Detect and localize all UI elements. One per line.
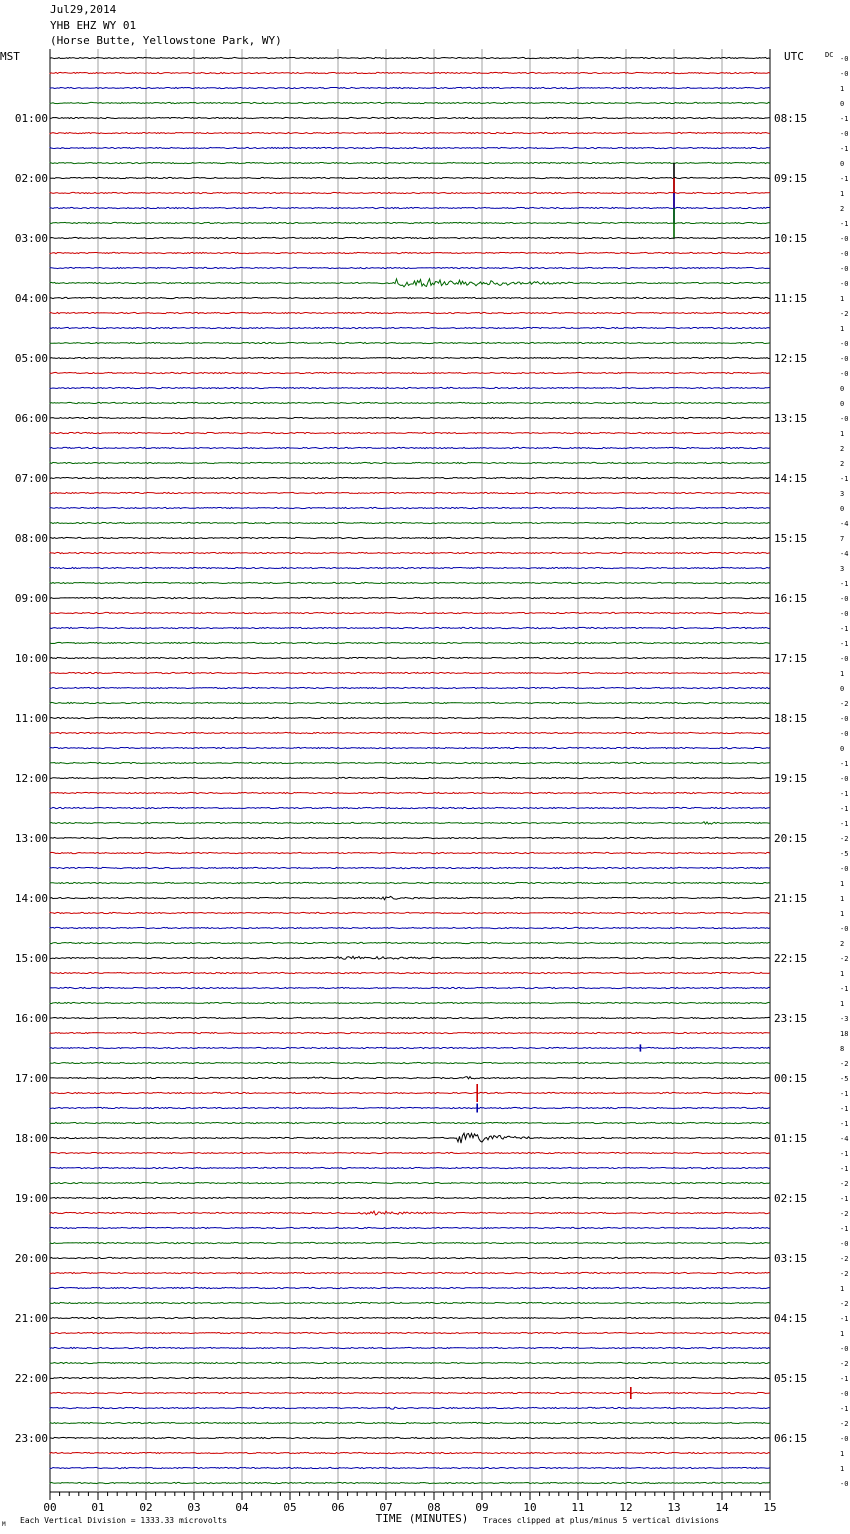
mst-hour-label: 20:00 bbox=[14, 1252, 48, 1265]
seismic-trace bbox=[50, 567, 770, 568]
x-tick-label: 14 bbox=[715, 1501, 729, 1514]
utc-hour-label: 01:15 bbox=[774, 1132, 808, 1145]
dc-offset-label: -2 bbox=[840, 835, 849, 843]
dc-offset-label: -1 bbox=[840, 1120, 849, 1128]
station-id: YHB EHZ WY 01 bbox=[50, 19, 137, 32]
x-tick-label: 02 bbox=[139, 1501, 153, 1514]
mst-axis-label: MST bbox=[0, 50, 20, 63]
dc-offset-label: -0 bbox=[840, 925, 849, 933]
seismic-trace bbox=[50, 1133, 770, 1143]
seismic-trace bbox=[50, 177, 770, 178]
mst-hour-label: 22:00 bbox=[14, 1372, 48, 1385]
seismic-trace bbox=[50, 417, 770, 418]
seismic-trace bbox=[50, 1092, 770, 1093]
dc-offset-label: -2 bbox=[840, 955, 849, 963]
dc-offset-label: -0 bbox=[840, 610, 849, 618]
seismic-trace bbox=[50, 956, 770, 959]
seismic-trace bbox=[50, 132, 770, 133]
dc-offset-label: -0 bbox=[840, 415, 849, 423]
dc-offset-label: 1 bbox=[840, 325, 845, 333]
seismic-trace bbox=[50, 1467, 770, 1468]
x-tick-label: 05 bbox=[283, 1501, 297, 1514]
dc-offset-label: 1 bbox=[840, 880, 845, 888]
seismic-trace bbox=[50, 207, 770, 208]
utc-hour-label: 14:15 bbox=[774, 472, 808, 485]
seismic-trace bbox=[50, 279, 770, 287]
seismic-trace bbox=[50, 522, 770, 523]
seismic-trace bbox=[50, 1317, 770, 1318]
dc-offset-label: -1 bbox=[840, 640, 849, 648]
seismic-trace bbox=[50, 972, 770, 973]
dc-offset-label: 1 bbox=[840, 1450, 845, 1458]
seismic-trace bbox=[50, 477, 770, 478]
utc-hour-label: 17:15 bbox=[774, 652, 808, 665]
seismic-trace bbox=[50, 1242, 770, 1243]
utc-hour-label: 08:15 bbox=[774, 112, 808, 125]
utc-hour-label: 23:15 bbox=[774, 1012, 808, 1025]
seismic-trace bbox=[50, 237, 770, 238]
dc-offset-label: -1 bbox=[840, 760, 849, 768]
seismic-trace bbox=[50, 87, 770, 88]
seismic-trace bbox=[50, 1452, 770, 1453]
dc-offset-label: 1 bbox=[840, 295, 845, 303]
dc-offset-label: 18 bbox=[840, 1030, 849, 1038]
utc-hour-label: 16:15 bbox=[774, 592, 808, 605]
seismic-trace bbox=[50, 267, 770, 268]
dc-offset-label: -0 bbox=[840, 730, 849, 738]
seismic-trace bbox=[50, 1002, 770, 1003]
scale-note: Each Vertical Division = 1333.33 microvolts bbox=[20, 1516, 228, 1525]
dc-offset-label: 1 bbox=[840, 895, 845, 903]
dc-offset-label: -0 bbox=[840, 1390, 849, 1398]
dc-offset-label: 0 bbox=[840, 385, 845, 393]
dc-offset-label: -1 bbox=[840, 1090, 849, 1098]
dc-offset-label: -0 bbox=[840, 1345, 849, 1353]
seismic-trace bbox=[50, 777, 770, 778]
seismic-trace bbox=[50, 1182, 770, 1183]
seismic-trace bbox=[50, 1332, 770, 1333]
x-tick-label: 08 bbox=[427, 1501, 441, 1514]
dc-offset-label: -1 bbox=[840, 580, 849, 588]
seismic-trace bbox=[50, 1437, 770, 1438]
dc-offset-label: -0 bbox=[840, 595, 849, 603]
dc-offset-label: -0 bbox=[840, 340, 849, 348]
x-tick-label: 09 bbox=[475, 1501, 489, 1514]
dc-offset-label: -0 bbox=[840, 250, 849, 258]
dc-offset-label: -2 bbox=[840, 310, 849, 318]
dc-offset-label: 1 bbox=[840, 670, 845, 678]
dc-offset-label: -1 bbox=[840, 1165, 849, 1173]
dc-offset-label: -0 bbox=[840, 235, 849, 243]
utc-hour-label: 18:15 bbox=[774, 712, 808, 725]
seismic-trace bbox=[50, 612, 770, 613]
dc-offset-label: -4 bbox=[840, 520, 849, 528]
utc-hour-label: 15:15 bbox=[774, 532, 808, 545]
mst-hour-label: 08:00 bbox=[14, 532, 48, 545]
seismic-trace bbox=[50, 942, 770, 943]
seismic-trace bbox=[50, 672, 770, 673]
seismic-trace bbox=[50, 1017, 770, 1018]
dc-offset-label: -0 bbox=[840, 130, 849, 138]
dc-offset-label: 2 bbox=[840, 205, 845, 213]
dc-offset-label: -4 bbox=[840, 1135, 849, 1143]
dc-offset-label: -0 bbox=[840, 55, 849, 63]
seismic-trace bbox=[50, 1047, 770, 1048]
mst-hour-label: 16:00 bbox=[14, 1012, 48, 1025]
dc-offset-label: 1 bbox=[840, 190, 845, 198]
seismic-trace bbox=[50, 1347, 770, 1348]
dc-offset-label: -1 bbox=[840, 790, 849, 798]
seismic-trace bbox=[50, 327, 770, 328]
dc-offset-label: -0 bbox=[840, 265, 849, 273]
dc-offset-label: -1 bbox=[840, 985, 849, 993]
seismic-trace bbox=[50, 732, 770, 733]
x-tick-label: 04 bbox=[235, 1501, 249, 1514]
seismic-trace bbox=[50, 372, 770, 373]
seismic-trace bbox=[50, 717, 770, 718]
dc-offset-label: -0 bbox=[840, 775, 849, 783]
dc-offset-label: -1 bbox=[840, 820, 849, 828]
dc-offset-label: -0 bbox=[840, 370, 849, 378]
x-tick-label: 03 bbox=[187, 1501, 201, 1514]
dc-offset-label: 0 bbox=[840, 685, 845, 693]
x-tick-label: 13 bbox=[667, 1501, 681, 1514]
seismic-trace bbox=[50, 1062, 770, 1063]
seismic-trace bbox=[50, 387, 770, 388]
dc-offset-label: -0 bbox=[840, 70, 849, 78]
station-location: (Horse Butte, Yellowstone Park, WY) bbox=[50, 34, 282, 47]
x-tick-label: 01 bbox=[91, 1501, 105, 1514]
mst-hour-label: 17:00 bbox=[14, 1072, 48, 1085]
dc-offset-label: 1 bbox=[840, 970, 845, 978]
seismic-trace bbox=[50, 762, 770, 763]
seismic-trace bbox=[50, 1227, 770, 1228]
seismic-trace bbox=[50, 312, 770, 313]
seismic-trace bbox=[50, 642, 770, 643]
x-tick-label: 00 bbox=[43, 1501, 57, 1514]
dc-offset-label: -1 bbox=[840, 1225, 849, 1233]
dc-offset-label: 1 bbox=[840, 1285, 845, 1293]
mst-hour-label: 23:00 bbox=[14, 1432, 48, 1445]
dc-offset-label: 7 bbox=[840, 535, 845, 543]
dc-offset-label: -5 bbox=[840, 850, 849, 858]
trace-rows bbox=[50, 57, 770, 1483]
seismic-trace bbox=[50, 597, 770, 598]
seismic-trace bbox=[50, 507, 770, 508]
dc-offset-label: 3 bbox=[840, 490, 845, 498]
dc-offset-label: 1 bbox=[840, 85, 845, 93]
utc-hour-label: 19:15 bbox=[774, 772, 808, 785]
seismic-trace bbox=[50, 747, 770, 748]
seismic-trace bbox=[50, 357, 770, 358]
seismic-trace bbox=[50, 447, 770, 448]
seismic-trace bbox=[50, 687, 770, 688]
dc-offset-label: -2 bbox=[840, 1255, 849, 1263]
mst-hour-label: 15:00 bbox=[14, 952, 48, 965]
mst-hour-label: 06:00 bbox=[14, 412, 48, 425]
mst-hour-label: 14:00 bbox=[14, 892, 48, 905]
corner-mark: M bbox=[2, 1521, 6, 1528]
dc-offset-label: -0 bbox=[840, 355, 849, 363]
seismic-trace bbox=[50, 882, 770, 883]
seismic-trace bbox=[50, 627, 770, 628]
x-tick-label: 06 bbox=[331, 1501, 345, 1514]
dc-offset-label: 2 bbox=[840, 445, 845, 453]
dc-offset-label: -1 bbox=[840, 220, 849, 228]
seismic-trace bbox=[50, 1407, 770, 1409]
dc-offset-label: 8 bbox=[840, 1045, 845, 1053]
seismic-trace bbox=[50, 537, 770, 538]
dc-offset-label: -1 bbox=[840, 115, 849, 123]
chart-date: Jul29,2014 bbox=[50, 3, 117, 16]
dc-offset-label: 0 bbox=[840, 160, 845, 168]
mst-hour-label: 12:00 bbox=[14, 772, 48, 785]
dc-offset-label: -2 bbox=[840, 1060, 849, 1068]
dc-offset-label: -1 bbox=[840, 1375, 849, 1383]
dc-offset-label: -2 bbox=[840, 1300, 849, 1308]
seismic-trace bbox=[50, 1152, 770, 1153]
seismic-trace bbox=[50, 297, 770, 298]
dc-offset-label: -1 bbox=[840, 805, 849, 813]
dc-offset-label: 1 bbox=[840, 430, 845, 438]
seismic-trace bbox=[50, 1032, 770, 1033]
mst-hour-label: 09:00 bbox=[14, 592, 48, 605]
seismic-trace bbox=[50, 1077, 770, 1079]
seismic-trace bbox=[50, 72, 770, 73]
utc-hour-label: 05:15 bbox=[774, 1372, 808, 1385]
clip-note: Traces clipped at plus/minus 5 vertical divisions bbox=[483, 1516, 720, 1525]
seismic-trace bbox=[50, 837, 770, 838]
dc-offset-label: 2 bbox=[840, 460, 845, 468]
seismic-trace bbox=[50, 807, 770, 808]
seismic-trace bbox=[50, 1211, 770, 1215]
dc-offset-label: 1 bbox=[840, 1330, 845, 1338]
utc-hour-label: 03:15 bbox=[774, 1252, 808, 1265]
dc-offset-label: 0 bbox=[840, 505, 845, 513]
dc-offset-label: -2 bbox=[840, 1270, 849, 1278]
seismic-trace bbox=[50, 1362, 770, 1363]
dc-offset-label: -2 bbox=[840, 700, 849, 708]
dc-axis-label: DC bbox=[825, 51, 834, 59]
dc-offset-label: -1 bbox=[840, 145, 849, 153]
utc-hour-label: 21:15 bbox=[774, 892, 808, 905]
dc-offset-label: 1 bbox=[840, 910, 845, 918]
seismic-trace bbox=[50, 1482, 770, 1483]
dc-offset-label: 2 bbox=[840, 940, 845, 948]
hour-labels bbox=[15, 55, 849, 1514]
seismic-trace bbox=[50, 1287, 770, 1288]
mst-hour-label: 10:00 bbox=[14, 652, 48, 665]
seismic-trace bbox=[50, 432, 770, 433]
seismic-trace bbox=[50, 192, 770, 193]
dc-offset-label: -0 bbox=[840, 1240, 849, 1248]
seismic-trace bbox=[50, 1302, 770, 1303]
utc-hour-label: 10:15 bbox=[774, 232, 808, 245]
seismic-trace bbox=[50, 896, 770, 899]
utc-hour-label: 11:15 bbox=[774, 292, 808, 305]
seismic-trace bbox=[50, 147, 770, 148]
dc-offset-label: -1 bbox=[840, 1315, 849, 1323]
dc-offset-label: -0 bbox=[840, 715, 849, 723]
grid bbox=[50, 49, 770, 1500]
dc-offset-label: 3 bbox=[840, 565, 845, 573]
dc-offset-label: -0 bbox=[840, 865, 849, 873]
dc-offset-label: -2 bbox=[840, 1210, 849, 1218]
seismic-trace bbox=[50, 1422, 770, 1423]
dc-offset-label: -3 bbox=[840, 1015, 849, 1023]
seismic-trace bbox=[50, 252, 770, 253]
seismic-trace bbox=[50, 582, 770, 583]
utc-hour-label: 04:15 bbox=[774, 1312, 808, 1325]
seismic-trace bbox=[50, 822, 770, 824]
utc-hour-label: 06:15 bbox=[774, 1432, 808, 1445]
seismic-trace bbox=[50, 222, 770, 223]
mst-hour-label: 11:00 bbox=[14, 712, 48, 725]
mst-hour-label: 19:00 bbox=[14, 1192, 48, 1205]
x-axis-title: TIME (MINUTES) bbox=[375, 1512, 469, 1525]
mst-hour-label: 04:00 bbox=[14, 292, 48, 305]
seismic-trace bbox=[50, 792, 770, 793]
dc-offset-label: 0 bbox=[840, 745, 845, 753]
dc-offset-label: -1 bbox=[840, 1195, 849, 1203]
utc-hour-label: 00:15 bbox=[774, 1072, 808, 1085]
seismic-trace bbox=[50, 912, 770, 913]
utc-hour-label: 02:15 bbox=[774, 1192, 808, 1205]
seismic-trace bbox=[50, 1392, 770, 1393]
dc-offset-label: -1 bbox=[840, 1405, 849, 1413]
seismic-trace bbox=[50, 57, 770, 58]
seismic-trace bbox=[50, 927, 770, 928]
seismic-trace bbox=[50, 1257, 770, 1258]
seismic-trace bbox=[50, 702, 770, 703]
utc-hour-label: 20:15 bbox=[774, 832, 808, 845]
utc-axis-label: UTC bbox=[784, 50, 804, 63]
seismic-trace bbox=[50, 987, 770, 988]
seismic-trace bbox=[50, 1272, 770, 1273]
x-tick-label: 07 bbox=[379, 1501, 393, 1514]
seismic-trace bbox=[50, 867, 770, 868]
seismic-trace bbox=[50, 1377, 770, 1378]
dc-offset-label: 0 bbox=[840, 400, 845, 408]
seismic-trace bbox=[50, 1197, 770, 1198]
x-tick-label: 10 bbox=[523, 1501, 537, 1514]
dc-offset-label: -0 bbox=[840, 1435, 849, 1443]
seismic-trace bbox=[50, 162, 770, 163]
seismic-trace bbox=[50, 1167, 770, 1168]
dc-offset-label: -4 bbox=[840, 550, 849, 558]
x-tick-label: 11 bbox=[571, 1501, 585, 1514]
dc-offset-label: -1 bbox=[840, 1150, 849, 1158]
mst-hour-label: 05:00 bbox=[14, 352, 48, 365]
mst-hour-label: 03:00 bbox=[14, 232, 48, 245]
seismic-trace bbox=[50, 102, 770, 103]
seismic-trace bbox=[50, 552, 770, 553]
dc-offset-label: -0 bbox=[840, 280, 849, 288]
dc-offset-label: -1 bbox=[840, 1105, 849, 1113]
dc-offset-label: -2 bbox=[840, 1420, 849, 1428]
seismic-trace bbox=[50, 492, 770, 493]
mst-hour-label: 13:00 bbox=[14, 832, 48, 845]
dc-offset-label: -0 bbox=[840, 655, 849, 663]
x-tick-label: 12 bbox=[619, 1501, 633, 1514]
x-tick-label: 15 bbox=[763, 1501, 777, 1514]
mst-hour-label: 01:00 bbox=[14, 112, 48, 125]
utc-hour-label: 13:15 bbox=[774, 412, 808, 425]
dc-offset-label: 0 bbox=[840, 100, 845, 108]
seismic-trace bbox=[50, 1107, 770, 1108]
seismic-trace bbox=[50, 117, 770, 118]
mst-hour-label: 07:00 bbox=[14, 472, 48, 485]
seismic-trace bbox=[50, 342, 770, 343]
utc-hour-label: 22:15 bbox=[774, 952, 808, 965]
dc-offset-label: 1 bbox=[840, 1465, 845, 1473]
seismic-trace bbox=[50, 462, 770, 463]
mst-hour-label: 21:00 bbox=[14, 1312, 48, 1325]
dc-offset-label: 1 bbox=[840, 1000, 845, 1008]
utc-hour-label: 09:15 bbox=[774, 172, 808, 185]
dc-offset-label: -0 bbox=[840, 1480, 849, 1488]
dc-offset-label: -2 bbox=[840, 1180, 849, 1188]
seismic-trace bbox=[50, 1122, 770, 1123]
mst-hour-label: 18:00 bbox=[14, 1132, 48, 1145]
dc-offset-label: -1 bbox=[840, 175, 849, 183]
dc-offset-label: -5 bbox=[840, 1075, 849, 1083]
dc-offset-label: -1 bbox=[840, 625, 849, 633]
dc-offset-label: -2 bbox=[840, 1360, 849, 1368]
dc-offset-label: -1 bbox=[840, 475, 849, 483]
seismic-trace bbox=[50, 852, 770, 853]
seismic-trace bbox=[50, 402, 770, 403]
mst-hour-label: 02:00 bbox=[14, 172, 48, 185]
seismic-trace bbox=[50, 657, 770, 658]
utc-hour-label: 12:15 bbox=[774, 352, 808, 365]
